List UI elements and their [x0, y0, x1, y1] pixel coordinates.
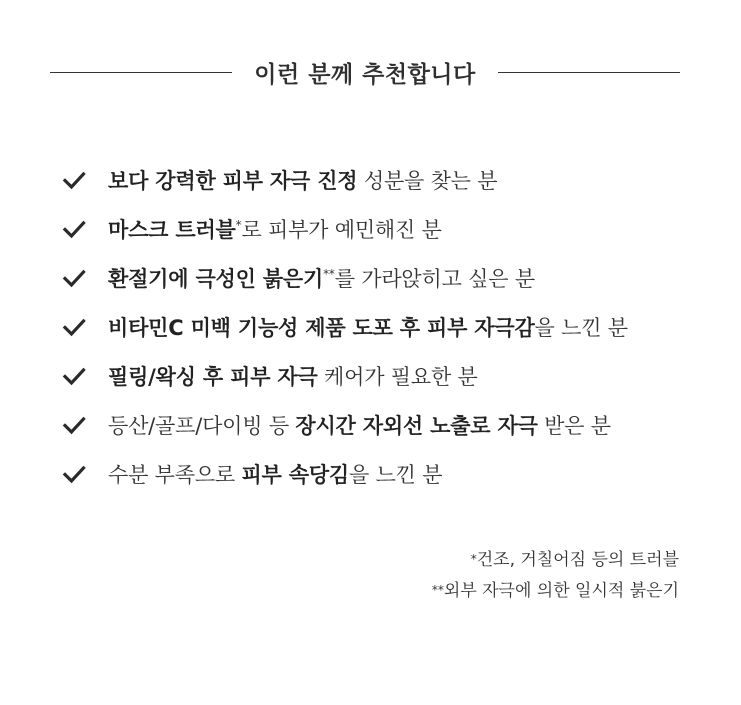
emphasis-text: 장시간 자외선 노출로 자극 — [295, 413, 538, 438]
list-item-text — [108, 165, 497, 195]
footnote — [432, 544, 679, 575]
plain-text: 케어가 필요한 분 — [317, 364, 478, 389]
plain-text: 수분 부족으로 — [108, 462, 242, 487]
check-icon — [62, 462, 86, 486]
footnote-marker: * — [470, 552, 477, 566]
check-icon — [62, 413, 86, 437]
check-icon — [62, 217, 86, 241]
check-icon — [62, 266, 86, 290]
list-item-text — [108, 263, 535, 293]
plain-text: 받은 분 — [537, 413, 611, 438]
list-item — [62, 204, 721, 253]
recommendation-list — [62, 155, 721, 498]
footnote-marker: ** — [431, 583, 444, 597]
list-item — [62, 400, 721, 449]
footnotes — [432, 544, 679, 606]
list-item-text — [108, 410, 611, 440]
emphasis-text: 비타민C 미백 기능성 제품 도포 후 피부 자극감 — [108, 315, 535, 340]
emphasis-text: 보다 강력한 피부 자극 진정 — [108, 168, 358, 193]
list-item-text — [108, 459, 442, 489]
list-item — [62, 253, 721, 302]
footnote-text: 건조, 거칠어짐 등의 트러블 — [476, 550, 679, 570]
check-icon — [62, 315, 86, 339]
emphasis-text: 마스크 트러블 — [108, 217, 236, 242]
footnote — [432, 575, 679, 606]
list-item — [62, 351, 721, 400]
plain-text: 로 피부가 예민해진 분 — [241, 217, 442, 242]
plain-text: 를 가라앉히고 싶은 분 — [334, 266, 535, 291]
emphasis-text: 환절기에 극성인 붉은기 — [108, 266, 324, 291]
section-title: 이런 분께 추천합니다 — [254, 61, 476, 88]
header-divider-right — [498, 72, 680, 73]
list-item-text — [108, 361, 478, 391]
emphasis-text: 피부 속당김 — [241, 462, 350, 487]
footnote-ref: ** — [323, 266, 335, 281]
list-item — [62, 449, 721, 498]
footnote-text: 외부 자극에 의한 일시적 붉은기 — [443, 581, 679, 601]
header-divider-left — [50, 72, 232, 73]
list-item — [62, 155, 721, 204]
check-icon — [62, 168, 86, 192]
plain-text: 을 느낀 분 — [534, 315, 628, 340]
list-item-text — [108, 312, 628, 342]
list-item — [62, 302, 721, 351]
emphasis-text: 필링/왁싱 후 피부 자극 — [108, 364, 318, 389]
plain-text: 등산/골프/다이빙 등 — [108, 413, 296, 438]
check-icon — [62, 364, 86, 388]
footnote-ref: * — [235, 217, 242, 232]
list-item-text — [108, 214, 442, 244]
section-header — [50, 50, 680, 94]
plain-text: 을 느낀 분 — [349, 462, 443, 487]
plain-text: 성분을 찾는 분 — [357, 168, 498, 193]
